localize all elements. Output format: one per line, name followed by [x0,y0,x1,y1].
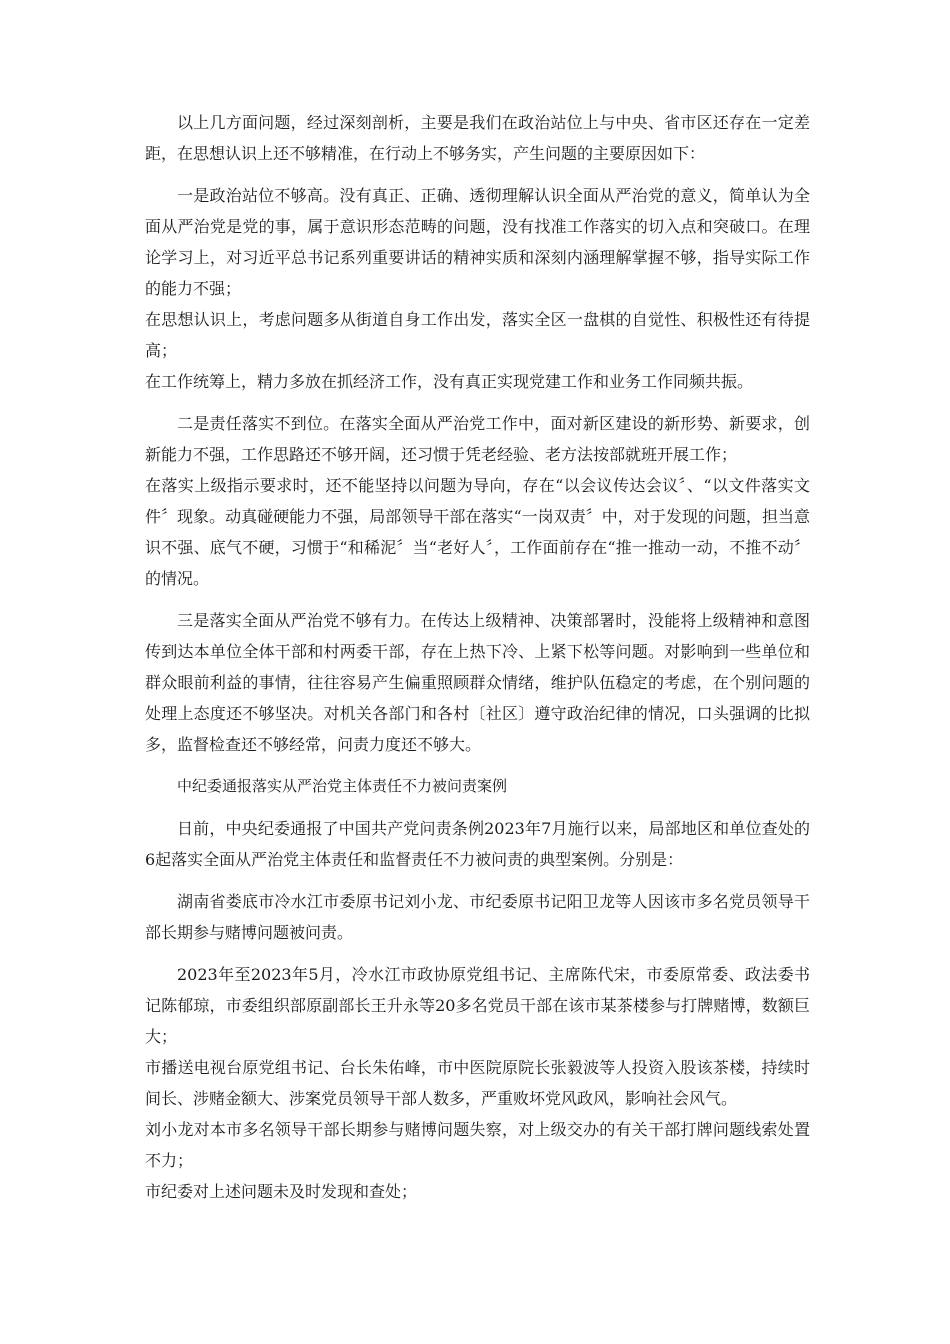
paragraph-cases-intro: 日前，中央纪委通报了中国共产党问责条例2023年7月施行以来，局部地区和单位查处的6起落实全面从严治党主体责任和监督责任不力被问责的典型案例。分别是： [145,819,810,869]
paragraph-strict-governance: 三是落实全面从严治党不够有力。在传达上级精神、决策部署时，没能将上级精神和意图传到达本单位全体干部和村两委干部，存在上热下冷、上紧下松等问题。对影响到一些单位和群众眼前利益的事情，往往容易产生偏重照顾群众情绪，维护队伍稳定的考虑，在个别问题的处理上态度还不够坚决。对机关各部门和各村〔社区〕遵守政治纪律的情况，口头强调的比拟多，监督检查还不够经常，问责力度还不够大。 [145,611,810,754]
paragraph-implementation: 在落实上级指示要求时，还不能坚持以问题为导向，存在“以会议传达会议〞、“以文件落实文件〞现象。动真碰硬能力不强，局部领导干部在落实“一岗双责〞中，对于发现的问题，担当意识不强、底气不硬，习惯于“和稀泥〞当“老好人〞，工作面前存在“推一推动一动，不推不动〞的情况。 [145,476,810,588]
paragraph-case-one-title: 湖南省娄底市冷水江市委原书记刘小龙、市纪委原书记阳卫龙等人因该市多名党员领导干部长期参与赌博问题被问责。 [145,892,810,942]
paragraph-case-one-liu: 刘小龙对本市多名领导干部长期参与赌博问题失察，对上级交办的有关干部打牌问题线索处置不力； [145,1120,810,1170]
paragraph-political-stance: 一是政治站位不够高。没有真正、正确、透彻理解认识全面从严治党的意义，简单认为全面从严治党是党的事，属于意识形态范畴的问题，没有找准工作落实的切入点和突破口。在理论学习上，对习近平总书记系列重要讲话的精神实质和深刻内涵理解掌握不够，指导实际工作的能力不强； [145,186,810,298]
section-heading: 中纪委通报落实从严治党主体责任不力被问责案例 [177,777,508,795]
paragraph-case-one-teahouse: 市播送电视台原党组书记、台长朱佑峰，市中医院原院长张毅波等人投资入股该茶楼，持续时间长、涉赌金额大、涉案党员领导干部人数多，严重败坏党风政风，影响社会风气。 [145,1058,810,1108]
paragraph-causes-intro: 以上几方面问题，经过深刻剖析，主要是我们在政治站位上与中央、省市区还存在一定差距，在思想认识上还不够精准，在行动上不够务实，产生问题的主要原因如下： [145,113,810,163]
document-body [145,107,810,1207]
paragraph-case-one-commission: 市纪委对上述问题未及时发现和查处； [145,1182,418,1201]
paragraph-coordination: 在工作统筹上，精力多放在抓经济工作，没有真正实现党建工作和业务工作同频共振。 [145,372,754,391]
paragraph-thinking: 在思想认识上，考虑问题多从街道自身工作出发，落实全区一盘棋的自觉性、积极性还有待提高； [145,310,810,360]
paragraph-responsibility: 二是责任落实不到位。在落实全面从严治党工作中，面对新区建设的新形势、新要求，创新能力不强，工作思路还不够开阔，还习惯于凭老经验、老方法按部就班开展工作； [145,414,810,464]
paragraph-case-one-detail: 2023年至2023年5月，冷水江市政协原党组书记、主席陈代宋，市委原常委、政法委书记陈郁琼，市委组织部原副部长王升永等20多名党员干部在该市某茶楼参与打牌赌博，数额巨大； [145,965,810,1046]
